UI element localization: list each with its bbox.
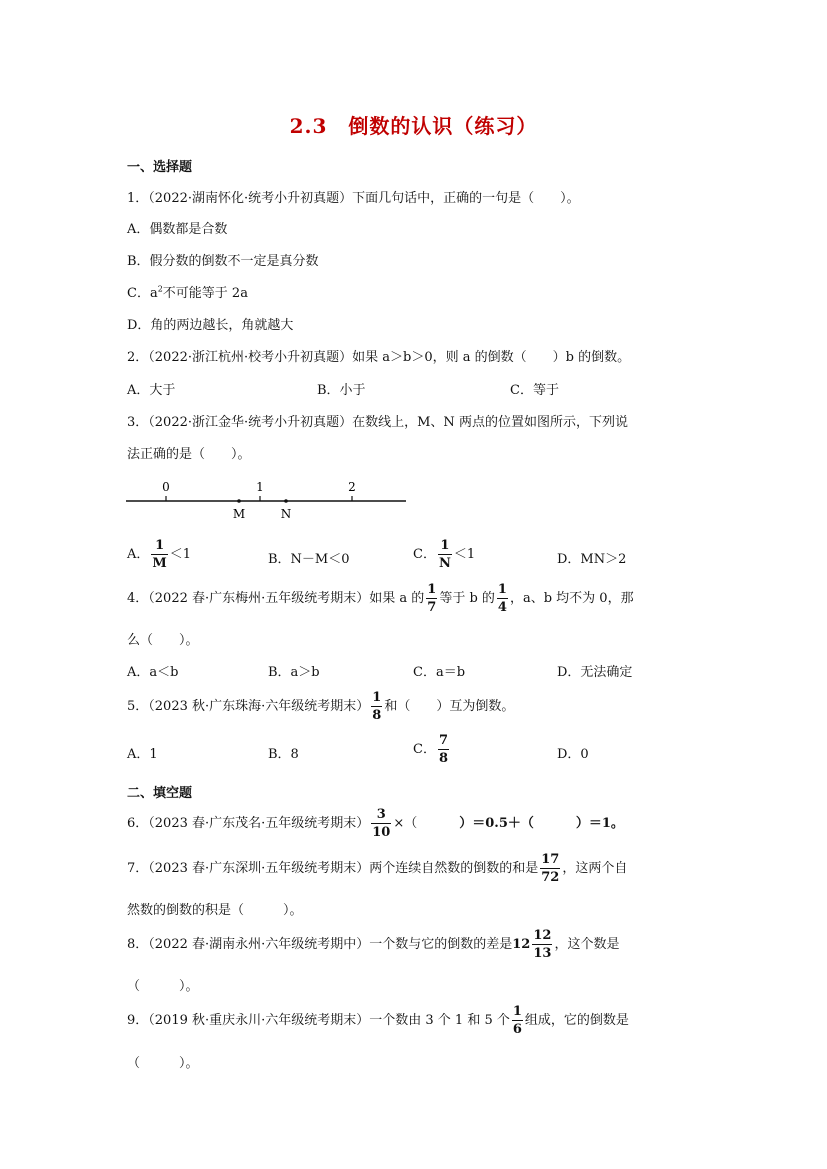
- numerator: 1: [427, 582, 437, 597]
- question-4-option-a: A．a＜b: [127, 665, 179, 680]
- stem-text: 组成，它的倒数是: [524, 1013, 629, 1028]
- denominator: 7: [427, 600, 437, 615]
- fraction-twelve-thirteenths: [532, 928, 552, 961]
- fraction-one-quarter: [497, 582, 508, 615]
- question-2-option-b: B．小于: [317, 383, 366, 398]
- stem-text: 4．（2022 春·广东梅州·五年级统考期末）如果 a 的: [127, 591, 425, 606]
- question-4-stem-line2: 么（ ）。: [127, 633, 199, 648]
- question-7-stem-line1: [127, 852, 627, 885]
- stem-text: 6．（2023 春·广东茂名·五年级统考期末）: [127, 816, 370, 831]
- denominator: 8: [438, 751, 448, 766]
- denominator: 13: [533, 946, 552, 961]
- fraction-seventeen-seventy-seconds: [540, 852, 560, 885]
- section-heading-choice: 一、选择题: [127, 160, 193, 175]
- mixed-number: [512, 928, 554, 961]
- question-5-option-b: B．8: [268, 747, 299, 762]
- question-6-stem: [127, 807, 624, 840]
- numerator: 1: [512, 1004, 522, 1019]
- fraction-one-eighth: [371, 690, 382, 723]
- numerator: 7: [438, 733, 448, 748]
- denominator: 72: [541, 870, 560, 885]
- numerator: 17: [541, 852, 560, 867]
- stem-text: 等于 b 的: [439, 591, 495, 606]
- numerator: 3: [376, 807, 386, 822]
- question-5-option-a: A．1: [127, 747, 158, 762]
- question-4-option-d: D．无法确定: [557, 665, 633, 680]
- question-3-option-a: [127, 538, 191, 571]
- question-2-option-c: C．等于: [510, 383, 559, 398]
- stem-text: ）＝0.5＋（: [459, 816, 534, 831]
- numerator: 1: [497, 582, 507, 597]
- denominator: 6: [512, 1022, 522, 1037]
- question-4-option-b: B．a＞b: [268, 665, 320, 680]
- page-title: 2.3 倒数的认识（练习）: [289, 114, 538, 138]
- fraction-one-seventh: [426, 582, 437, 615]
- question-8-stem-line1: [127, 928, 619, 961]
- stem-text: ）＝1。: [575, 816, 624, 831]
- question-1-option-d: D．角的两边越长，角就越大: [127, 318, 294, 333]
- option-label: C．: [413, 547, 436, 562]
- stem-text: 和（ ）互为倒数。: [384, 699, 515, 714]
- question-5-option-c: [413, 733, 451, 766]
- stem-text: ，这个数是: [554, 937, 620, 952]
- point-m: [237, 499, 241, 503]
- stem-text: 9．（2019 秋·重庆永川·六年级统考期末）一个数由 3 个 1 和 5 个: [127, 1013, 510, 1028]
- question-1-option-b: B．假分数的倒数不一定是真分数: [127, 254, 319, 269]
- point-n: [284, 499, 288, 503]
- stem-text: ，这两个自: [562, 861, 628, 876]
- fraction-seven-eighths: [438, 733, 449, 766]
- question-4-stem-line1: [127, 582, 634, 615]
- point-label-m: M: [232, 507, 246, 521]
- option-label: C．: [413, 742, 436, 757]
- question-2-stem: 2．（2022·浙江杭州·校考小升初真题）如果 a＞b＞0，则 a 的倒数（ ）b 的倒数。: [127, 350, 631, 365]
- number-line-figure: [120, 474, 420, 524]
- numerator: 1: [440, 538, 450, 553]
- option-label: A．: [127, 547, 150, 562]
- section-heading-fill: 二、填空题: [127, 786, 193, 801]
- tick-label-1: 1: [256, 480, 264, 494]
- stem-text: 5．（2023 秋·广东珠海·六年级统考期末）: [127, 699, 370, 714]
- stem-text: 7．（2023 春·广东深圳·五年级统考期末）两个连续自然数的倒数的和是: [127, 861, 539, 876]
- question-3-option-c: [413, 538, 475, 571]
- option-c-base: C．a: [127, 286, 158, 301]
- numerator: 1: [155, 538, 165, 553]
- option-c-rest: 不可能等于 2a: [162, 286, 248, 301]
- fraction: [151, 538, 167, 571]
- question-3-option-b: B．N－M＜0: [268, 552, 350, 567]
- numerator: 12: [533, 928, 552, 943]
- whole-part: 12: [512, 937, 531, 952]
- question-9-stem-line1: [127, 1004, 629, 1037]
- question-8-stem-line2: （ ）。: [127, 979, 199, 994]
- denominator: 4: [497, 600, 507, 615]
- tick-label-0: 0: [162, 480, 170, 494]
- numerator: 1: [372, 690, 382, 705]
- option-text: ＜1: [169, 547, 192, 562]
- question-1-stem: 1．（2022·湖南怀化·统考小升初真题）下面几句话中，正确的一句是（ ）。: [127, 191, 580, 206]
- option-c-exponent: 2: [157, 284, 163, 294]
- option-text: ＜1: [453, 547, 476, 562]
- question-5-option-d: D．0: [557, 747, 589, 762]
- denominator: 10: [372, 825, 391, 840]
- stem-text: 8．（2022 春·湖南永州·六年级统考期中）一个数与它的倒数的差是: [127, 937, 513, 952]
- question-2-option-a: A．大于: [127, 383, 176, 398]
- question-1-option-a: A．偶数都是合数: [127, 222, 228, 237]
- question-5-stem: [127, 690, 514, 723]
- point-label-n: N: [280, 507, 292, 521]
- fraction: [438, 538, 452, 571]
- question-7-stem-line2: 然数的倒数的积是（ ）。: [127, 903, 303, 918]
- question-9-stem-line2: （ ）。: [127, 1056, 199, 1071]
- denominator: M: [152, 556, 167, 571]
- denominator: 8: [372, 708, 382, 723]
- tick-label-2: 2: [348, 480, 356, 494]
- denominator: N: [438, 556, 451, 571]
- question-3-stem-line1: 3．（2022·浙江金华·统考小升初真题）在数线上，M、N 两点的位置如图所示，下列说: [127, 415, 628, 430]
- fraction-one-sixth: [512, 1004, 523, 1037]
- question-3-option-d: D．MN＞2: [557, 552, 627, 567]
- fraction-three-tenths: [371, 807, 391, 840]
- question-4-option-c: C．a＝b: [413, 665, 466, 680]
- stem-text: ，a、b 均不为 0，那: [509, 591, 634, 606]
- question-1-option-c: [127, 282, 248, 301]
- question-3-stem-line2: 法正确的是（ ）。: [127, 447, 251, 462]
- stem-text: ×（: [393, 816, 418, 831]
